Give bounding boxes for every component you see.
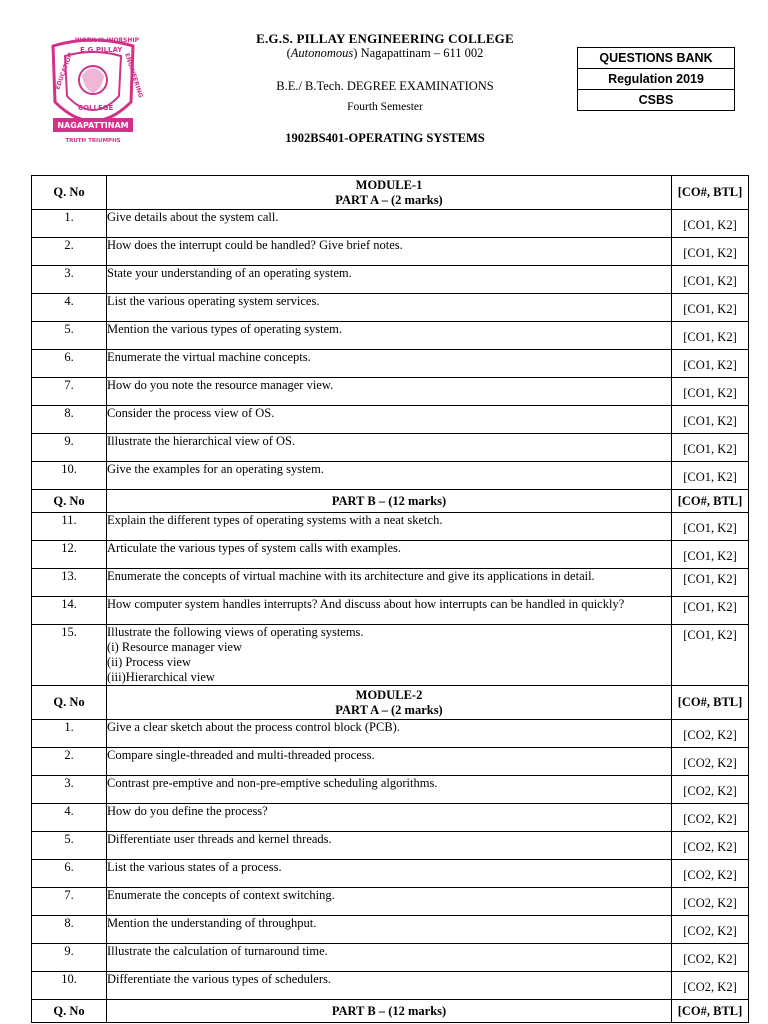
part-title: PART B – (12 marks) — [331, 1003, 447, 1018]
question-text — [107, 860, 672, 888]
question-number: 1. — [32, 720, 107, 748]
question-line: Mention the understanding of throughput. — [107, 916, 317, 930]
question-number: 7. — [32, 888, 107, 916]
co-btl: [CO2, K2] — [672, 972, 749, 1000]
question-line: Compare single-threaded and multi-threaded process. — [107, 748, 375, 762]
college-name: E.G.S. PILLAY ENGINEERING COLLEGE — [256, 31, 514, 46]
co-btl: [CO2, K2] — [672, 776, 749, 804]
semester-label: Fourth Semester — [347, 101, 423, 113]
question-line: How do you define the process? — [107, 804, 268, 818]
table-row — [32, 541, 749, 569]
question-number: 10. — [32, 462, 107, 490]
question-number: 15. — [32, 625, 107, 686]
question-bank-box — [577, 47, 735, 111]
question-line: State your understanding of an operating system. — [107, 266, 352, 280]
college-address: (Autonomous) Nagapattinam – 611 002 — [286, 46, 484, 60]
question-line: Contrast pre-emptive and non-pre-emptive scheduling algorithms. — [107, 776, 438, 790]
table-row — [32, 888, 749, 916]
question-line: Give a clear sketch about the process control block (PCB). — [107, 720, 400, 734]
question-text — [107, 238, 672, 266]
co-btl: [CO1, K2] — [672, 541, 749, 569]
co-btl: [CO1, K2] — [672, 378, 749, 406]
question-line: Mention the various types of operating system. — [107, 322, 343, 336]
table-row — [32, 748, 749, 776]
co-btl: [CO1, K2] — [672, 238, 749, 266]
section-header-row — [32, 490, 749, 513]
question-number: 1. — [32, 210, 107, 238]
co-btl: [CO1, K2] — [672, 322, 749, 350]
question-text — [107, 720, 672, 748]
question-number: 8. — [32, 406, 107, 434]
question-line: How computer system handles interrupts? And discuss about how interrupts can be handled in quickly? — [107, 597, 625, 611]
address-text: Nagapattinam – 611 002 — [357, 46, 484, 60]
autonomous-label: Autonomous — [290, 46, 354, 60]
question-number: 9. — [32, 944, 107, 972]
section-title — [107, 1000, 672, 1023]
question-text — [107, 322, 672, 350]
co-btl: [CO1, K2] — [672, 462, 749, 490]
exam-title: B.E./ B.Tech. DEGREE EXAMINATIONS — [276, 79, 494, 93]
table-row — [32, 720, 749, 748]
question-number: 13. — [32, 569, 107, 597]
co-header: [CO#, BTL] — [672, 490, 749, 513]
question-text — [107, 832, 672, 860]
co-header: [CO#, BTL] — [672, 1000, 749, 1023]
table-row — [32, 569, 749, 597]
question-line: How do you note the resource manager view. — [107, 378, 334, 392]
qno-header: Q. No — [32, 1000, 107, 1023]
logo-brand-text: E.G.PILLAY — [80, 46, 123, 54]
co-btl: [CO1, K2] — [672, 266, 749, 294]
question-line: Illustrate the following views of operating systems. — [107, 625, 364, 639]
co-btl: [CO2, K2] — [672, 720, 749, 748]
qbank-regulation: Regulation 2019 — [578, 69, 734, 90]
logo-motto-text: TRUTH TRIUMPHS — [65, 138, 121, 144]
question-line: Illustrate the hierarchical view of OS. — [107, 434, 296, 448]
question-number: 6. — [32, 860, 107, 888]
question-number: 5. — [32, 832, 107, 860]
section-title — [107, 686, 672, 720]
question-text — [107, 266, 672, 294]
logo-right-text: ENGINEERING — [123, 52, 145, 99]
qbank-branch: CSBS — [638, 93, 674, 107]
table-row — [32, 322, 749, 350]
co-btl: [CO1, K2] — [672, 406, 749, 434]
table-row — [32, 378, 749, 406]
co-btl: [CO2, K2] — [672, 916, 749, 944]
table-row — [32, 434, 749, 462]
question-text — [107, 776, 672, 804]
table-row — [32, 944, 749, 972]
question-subitem: (iii)Hierarchical view — [107, 670, 215, 684]
question-number: 9. — [32, 434, 107, 462]
co-btl: [CO2, K2] — [672, 888, 749, 916]
logo-center-text: COLLEGE — [78, 104, 114, 112]
co-btl: [CO1, K2] — [672, 625, 749, 686]
table-row — [32, 860, 749, 888]
part-title: PART A – (2 marks) — [335, 702, 443, 717]
question-text — [107, 462, 672, 490]
course-title: 1902BS401-OPERATING SYSTEMS — [285, 131, 485, 145]
co-btl: [CO2, K2] — [672, 832, 749, 860]
question-line: Differentiate user threads and kernel threads. — [107, 832, 332, 846]
section-header-row — [32, 176, 749, 210]
question-line: Enumerate the concepts of virtual machine with its architecture and give its applications in detail. — [107, 569, 595, 583]
question-number: 12. — [32, 541, 107, 569]
question-number: 5. — [32, 322, 107, 350]
question-number: 2. — [32, 238, 107, 266]
question-line: Enumerate the concepts of context switching. — [107, 888, 335, 902]
co-btl: [CO1, K2] — [672, 434, 749, 462]
question-line: List the various states of a process. — [107, 860, 282, 874]
question-text — [107, 541, 672, 569]
question-subitem: (i) Resource manager view — [107, 640, 243, 654]
co-btl: [CO2, K2] — [672, 748, 749, 776]
question-text — [107, 888, 672, 916]
logo-ribbon-text: NAGAPATTINAM — [57, 121, 129, 130]
table-row — [32, 406, 749, 434]
part-title: PART B – (12 marks) — [331, 493, 447, 508]
question-number: 6. — [32, 350, 107, 378]
co-btl: [CO1, K2] — [672, 597, 749, 625]
co-btl: [CO2, K2] — [672, 860, 749, 888]
question-number: 2. — [32, 748, 107, 776]
question-number: 3. — [32, 266, 107, 294]
question-line: Consider the process view of OS. — [107, 406, 275, 420]
question-text — [107, 916, 672, 944]
table-row — [32, 804, 749, 832]
question-line: How does the interrupt could be handled? Give brief notes. — [107, 238, 403, 252]
table-row — [32, 462, 749, 490]
co-btl: [CO1, K2] — [672, 350, 749, 378]
section-title — [107, 176, 672, 210]
co-btl: [CO1, K2] — [672, 294, 749, 322]
question-text — [107, 625, 672, 686]
qno-header: Q. No — [32, 176, 107, 210]
question-text — [107, 748, 672, 776]
question-line: Give the examples for an operating system. — [107, 462, 324, 476]
question-text — [107, 513, 672, 541]
question-number: 4. — [32, 294, 107, 322]
qno-header: Q. No — [32, 490, 107, 513]
question-text — [107, 350, 672, 378]
question-number: 7. — [32, 378, 107, 406]
table-row — [32, 972, 749, 1000]
module-title: MODULE-1 — [355, 177, 423, 192]
question-line: List the various operating system services. — [107, 294, 320, 308]
table-row — [32, 832, 749, 860]
module-title: MODULE-2 — [355, 687, 423, 702]
question-text — [107, 944, 672, 972]
question-text — [107, 569, 672, 597]
section-title — [107, 490, 672, 513]
question-subitem: (ii) Process view — [107, 655, 192, 669]
co-btl: [CO1, K2] — [672, 210, 749, 238]
qbank-title: QUESTIONS BANK — [578, 48, 734, 69]
question-text — [107, 378, 672, 406]
question-table — [31, 175, 749, 1023]
co-btl: [CO2, K2] — [672, 804, 749, 832]
question-text — [107, 597, 672, 625]
question-line: Give details about the system call. — [107, 210, 279, 224]
question-text — [107, 294, 672, 322]
question-text — [107, 210, 672, 238]
question-text — [107, 406, 672, 434]
question-line: Explain the different types of operating systems with a neat sketch. — [107, 513, 443, 527]
question-text — [107, 804, 672, 832]
co-btl: [CO2, K2] — [672, 944, 749, 972]
question-number: 10. — [32, 972, 107, 1000]
question-number: 8. — [32, 916, 107, 944]
table-row — [32, 294, 749, 322]
college-logo-emblem — [45, 32, 145, 154]
table-row — [32, 350, 749, 378]
table-row — [32, 776, 749, 804]
co-header: [CO#, BTL] — [672, 176, 749, 210]
table-row — [32, 266, 749, 294]
co-btl: [CO1, K2] — [672, 569, 749, 597]
question-number: 11. — [32, 513, 107, 541]
section-header-row — [32, 1000, 749, 1023]
question-line: Enumerate the virtual machine concepts. — [107, 350, 311, 364]
table-row — [32, 597, 749, 625]
part-title: PART A – (2 marks) — [335, 192, 443, 207]
table-row — [32, 513, 749, 541]
question-line: Articulate the various types of system calls with examples. — [107, 541, 402, 555]
qno-header: Q. No — [32, 686, 107, 720]
question-text — [107, 972, 672, 1000]
logo-top-text: WORK IS WORSHIP — [75, 37, 140, 44]
table-row — [32, 916, 749, 944]
question-number: 3. — [32, 776, 107, 804]
question-number: 14. — [32, 597, 107, 625]
logo-left-text: EDUCATION — [54, 51, 75, 91]
question-number: 4. — [32, 804, 107, 832]
table-row — [32, 625, 749, 686]
co-btl: [CO1, K2] — [672, 513, 749, 541]
table-row — [32, 210, 749, 238]
question-line: Differentiate the various types of schedulers. — [107, 972, 331, 986]
question-line: Illustrate the calculation of turnaround time. — [107, 944, 328, 958]
question-text — [107, 434, 672, 462]
table-row — [32, 238, 749, 266]
co-header: [CO#, BTL] — [672, 686, 749, 720]
section-header-row — [32, 686, 749, 720]
